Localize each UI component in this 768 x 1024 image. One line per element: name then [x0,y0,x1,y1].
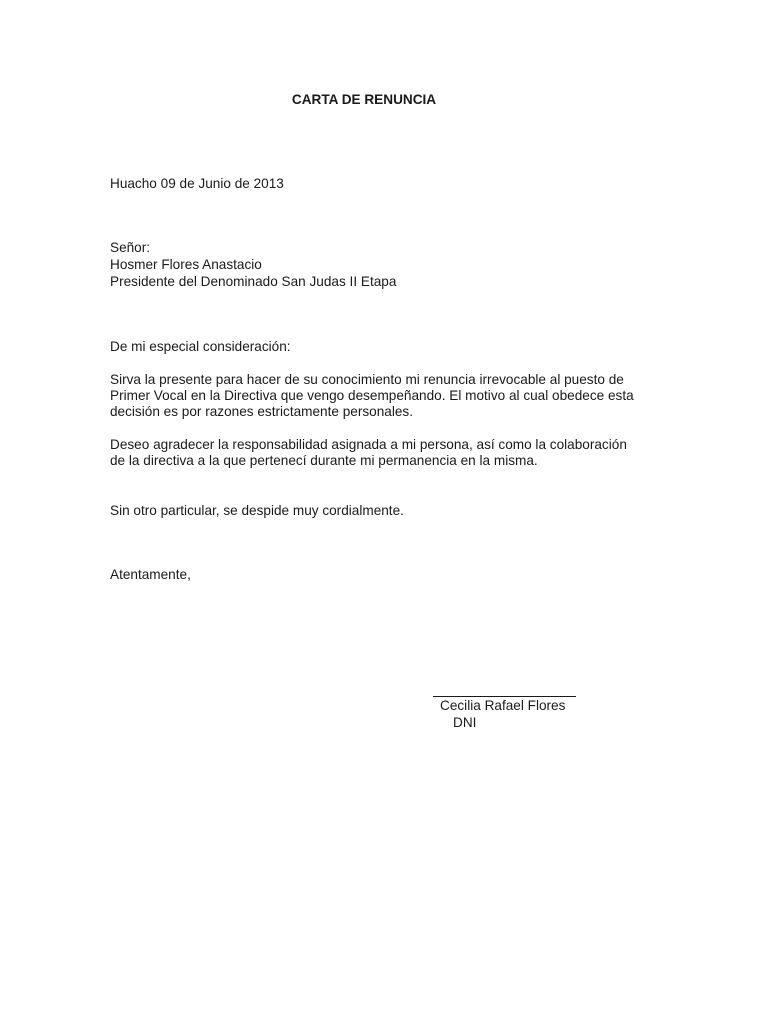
farewell: Sin otro particular, se despide muy cordialmente. [110,503,404,518]
paragraph-line: decisión es por razones estrictamente personales. [110,404,413,419]
paragraph-resignation [110,372,665,420]
signature-name: Cecilia Rafael Flores [440,698,566,713]
paragraph-line: Primer Vocal en la Directiva que vengo desempeñando. El motivo al cual obedece esta [110,388,634,403]
greeting: De mi especial consideración: [110,339,291,354]
letter-title: CARTA DE RENUNCIA [291,92,437,107]
paragraph-line: Deseo agradecer la responsabilidad asignada a mi persona, así como la colaboración [110,437,627,452]
paragraph-line: Sirva la presente para hacer de su conocimiento mi renuncia irrevocable al puesto de [110,372,624,387]
paragraph-gratitude [110,437,665,469]
recipient-name: Hosmer Flores Anastacio [110,257,262,272]
recipient-salutation: Señor: [110,240,151,255]
paragraph-line: de la directiva a la que pertenecí durante mi permanencia en la misma. [110,453,538,468]
signature-line [433,696,576,697]
recipient-position: Presidente del Denominado San Judas II Etapa [110,274,397,289]
closing: Atentamente, [110,567,191,582]
place-date: Huacho 09 de Junio de 2013 [110,176,284,191]
signature-id-label: DNI [453,715,477,730]
